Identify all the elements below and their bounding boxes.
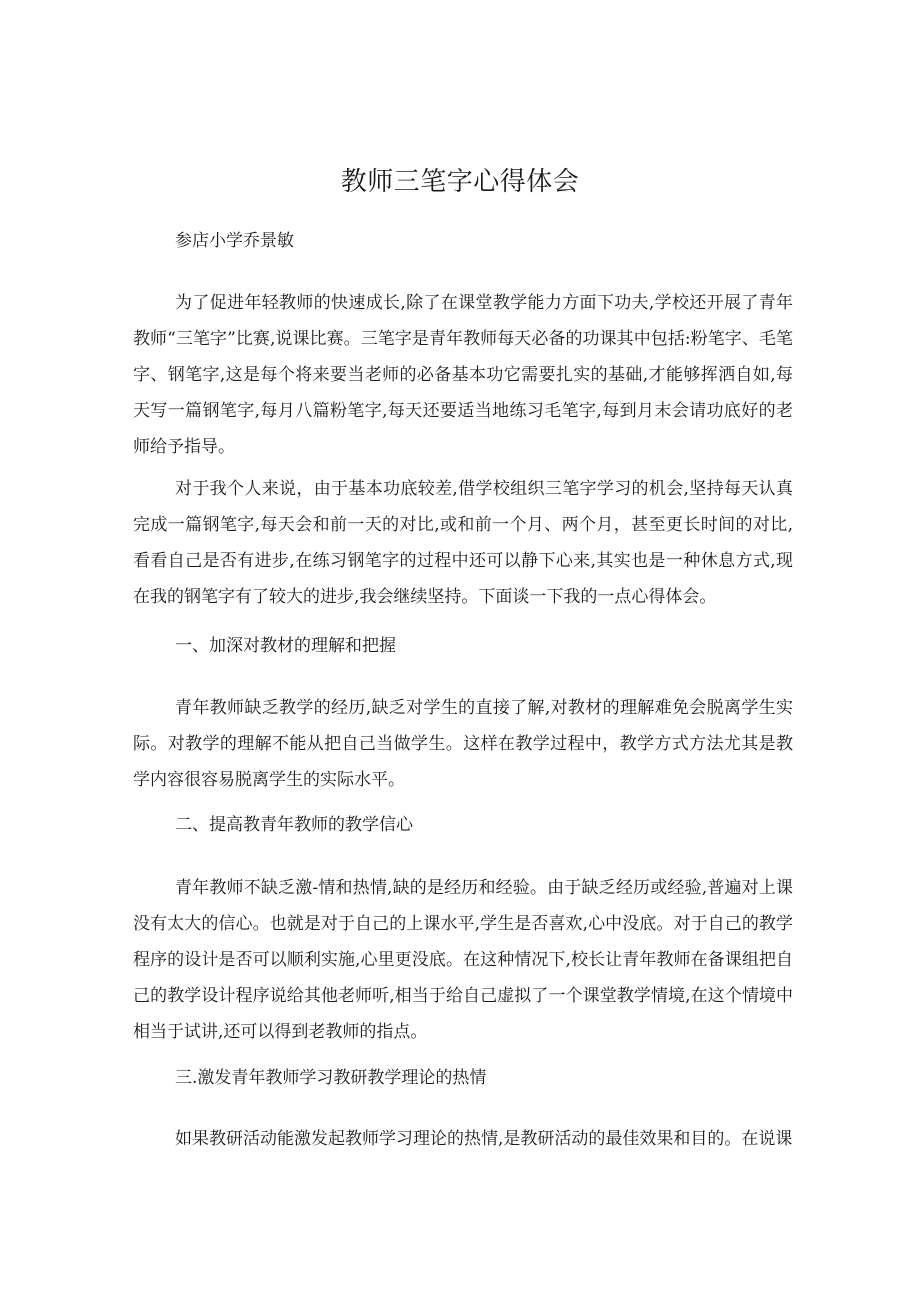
paragraph-intro: 为了促进年轻教师的快速成长,除了在课堂教学能力方面下功夫,学校还开展了青年教师“三笔字”比赛,说课比赛。三笔字是青年教师每天必备的功课其中包括:粉笔字、毛笔字、钢笔字,这是每个将来要当老师的必备基本功它需要扎实的基础,才能够挥洒自如,每天写一篇钢笔字,每月八篇粉笔字,每天还要适当地练习毛笔字,每到月末会请功底好的老师给予指导。 — [133, 293, 793, 457]
paragraph-section-2: 青年教师不缺乏激-情和热情,缺的是经历和经验。由于缺乏经历或经验,普遍对上课没有太大的信心。也就是对于自己的上课水平,学生是否喜欢,心中没底。对于自己的教学程序的设计是否可以顺利实施,心里更没底。在这种情况下,校长让青年教师在备课组把自己的教学设计程序说给其他老师听,相当于给自己虚拟了一个课堂教学情境,在这个情境中相当于试讲,还可以得到老教师的指点。 — [133, 878, 793, 1042]
paragraph-personal: 对于我个人来说，由于基本功底较差,借学校组织三笔字学习的机会,坚持每天认真完成一篇钢笔字,每天会和前一天的对比,或和前一个月、两个月，甚至更长时间的对比,看看自己是否有进步,在练习钢笔字的过程中还可以静下心来,其实也是一种休息方式,现在我的钢笔字有了较大的进步,我会继续坚持。下面谈一下我的一点心得体会。 — [133, 479, 793, 607]
author-line: 参店小学乔景敏 — [175, 231, 294, 251]
section-heading-1: 一、加深对教材的理解和把握 — [175, 636, 396, 656]
section-heading-3: 三.激发青年教师学习教研教学理论的热情 — [175, 1068, 487, 1088]
section-heading-2: 二、提高教青年教师的教学信心 — [175, 815, 413, 835]
paragraph-section-3: 如果教研活动能激发起教师学习理论的热情,是教研活动的最佳效果和目的。在说课 — [175, 1129, 793, 1149]
paragraph-section-1: 青年教师缺乏教学的经历,缺乏对学生的直接了解,对教材的理解难免会脱离学生实际。对教学的理解不能从把自己当做学生。这样在教学过程中，教学方式方法尤其是教学内容很容易脱离学生的实际水平。 — [133, 698, 793, 790]
document-title: 教师三笔字心得体会 — [340, 167, 580, 197]
